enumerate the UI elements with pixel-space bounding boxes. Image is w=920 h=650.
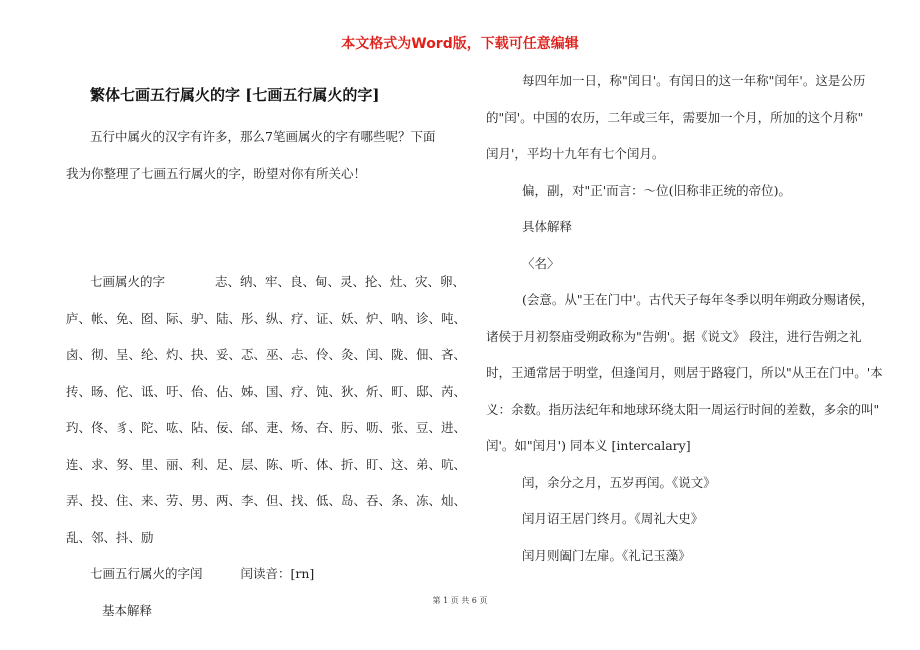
text-line: 〈名〉 — [522, 255, 560, 271]
text-line: 诸侯于月初祭庙受朔政称为"告朔'。据《说文》 段注，进行告朔之礼 — [486, 328, 862, 344]
quote-line: 闰月则阖门左扉。《礼记玉藻》 — [522, 547, 691, 563]
quote-line: 闰，余分之月，五岁再闰。《说文》 — [522, 474, 716, 490]
text-line: 闰月'，平均十九年有七个闰月。 — [486, 146, 665, 161]
run-reading: 闰读音：[rn] — [240, 566, 315, 581]
list-line: 庐、帐、免、囵、际、驴、陆、彤、纵、疗、证、妖、炉、呐、诊、吨、 — [66, 310, 467, 326]
text-line: 的"闰'。中国的农历，二年或三年，需要加一个月，所加的这个月称" — [486, 109, 864, 125]
list-line: 志、纳、牢、良、甸、灵、抡、灶、灾、卵、 — [215, 274, 466, 289]
list-line: 玓、佟、豸、陀、吰、阽、佞、邰、疌、炀、夻、肟、呖、张、豆、进、 — [66, 420, 467, 435]
intro-line: 我为你整理了七画五行属火的字，盼望对你有所关心！ — [66, 165, 367, 181]
list-label: 七画属火的字 — [90, 274, 166, 289]
left-column — [66, 127, 466, 637]
list-line: 卤、彻、呈、纶、灼、抉、妥、忑、巫、忐、伶、灸、闰、陇、佃、吝、 — [66, 347, 467, 362]
list-line: 连、求、努、里、丽、利、足、层、陈、听、体、折、盯、这、弟、吭、 — [66, 456, 467, 472]
list-line: 弄、投、住、来、劳、男、两、李、但、找、低、岛、吞、条、冻、灿、 — [66, 493, 467, 508]
list-line: 乱、邻、抖、励 — [66, 529, 154, 545]
list-first-line — [66, 272, 466, 309]
text-line: 偏，副，对"正'而言：～位(旧称非正统的帝位)。 — [522, 182, 791, 198]
text-line: 时，王通常居于明堂，但逢闰月，则居于路寝门，所以"从王在门中。'本 — [486, 365, 883, 380]
intro-line: 五行中属火的汉字有许多，那么7笔画属火的字有哪些呢？下面 — [90, 129, 436, 144]
page-number: 第 1 页 共 6 页 — [432, 596, 488, 605]
quote-line: 闰月诏王居门终月。《周礼大史》 — [522, 511, 704, 526]
text-line: 闰'。如"闰月') 同本义 [intercalary] — [486, 438, 691, 453]
section-heading: 具体解释 — [522, 219, 573, 234]
text-line: (会意。从"王在门中'。古代天子每年冬季以明年朔政分赐诸侯， — [522, 292, 874, 307]
right-column — [486, 71, 883, 582]
basic-heading: 基本解释 — [102, 602, 153, 618]
document-title: 繁体七画五行属火的字 [七画五行属火的字] — [90, 86, 380, 104]
text-line: 义：余数。指历法纪年和地球环绕太阳一周运行时间的差数，多余的叫" — [486, 401, 880, 417]
list-line: 抟、旸、佗、诋、吁、佁、佔、姊、国、疗、饨、狄、炘、町、邸、芮、 — [66, 383, 467, 399]
download-banner: 本文格式为Word版，下载可任意编辑 — [341, 36, 579, 52]
text-line: 每四年加一日，称"闰日'。有闰日的这一年称"闰年'。这是公历 — [522, 73, 866, 88]
run-label: 七画五行属火的字闰 — [90, 566, 203, 581]
